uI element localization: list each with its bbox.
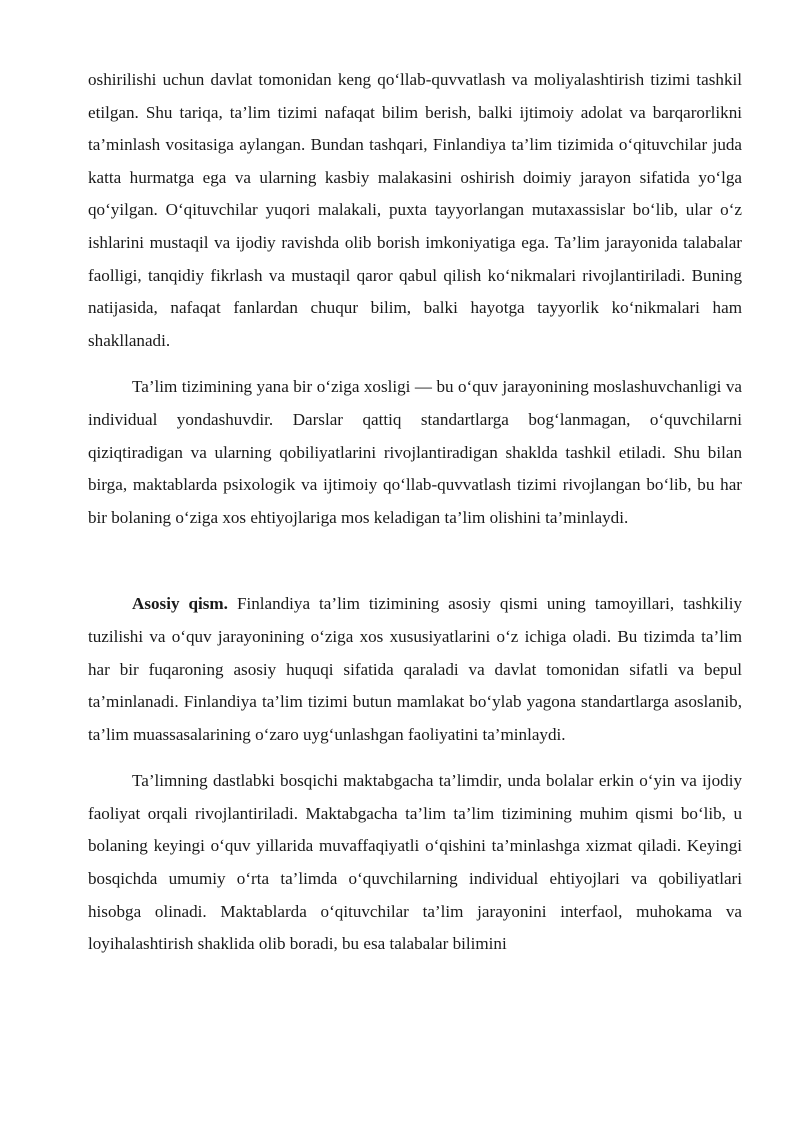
paragraph-flexibility: Ta’lim tizimining yana bir o‘ziga xosligi — bu o‘quv jarayonining moslashuvchanligi va individual yondashuvdir. Darslar qattiq standartlarga bog‘lanmagan, o‘quvchilarni qiziqtiradigan va ularning qobiliyatlarini rivojlantiradigan shaklda tashkil etiladi. Shu bilan birga, maktablarda psixologik va ijtimoiy qo‘llab-quvvatlash tizimi rivojlangan bo‘lib, bu har bir bolaning o‘ziga xos ehtiyojlariga mos keladigan ta’lim olishini ta’minlaydi. (88, 377, 742, 527)
paragraph-continuation: oshirilishi uchun davlat tomonidan keng qo‘llab-quvvatlash va moliyalashtirish tizimi tashkil etilgan. Shu tariqa, ta’lim tizimi nafaqat bilim berish, balki ijtimoiy adolat va barqarorlikni ta’minlash vositasiga aylangan. Bundan tashqari, Finlandiya ta’lim tizimida o‘qituvchilar juda katta hurmatga ega va ularning kasbiy malakasini oshirish doimiy jarayon sifatida yo‘lga qo‘yilgan. O‘qituvchilar yuqori malakali, puxta tayyorlangan mutaxassislar bo‘lib, ular o‘z ishlarini mustaqil va ijodiy ravishda olib borish imkoniyatiga ega. Ta’lim jarayonida talabalar faolligi, tanqidiy fikrlash va mustaqil qaror qabul qilish ko‘nikmalari rivojlantiriladi. Buning natijasida, nafaqat fanlardan chuqur bilim, balki hayotga tayyorlik ko‘nikmalari ham shakllanadi. (88, 70, 742, 350)
paragraph-spacer (88, 751, 742, 765)
paragraph-main-part-text: Finlandiya ta’lim tizimining asosiy qismi uning tamoyillari, tashkiliy tuzilishi va o‘quv jarayonining o‘ziga xos xususiyatlarini o‘z ichiga oladi. Bu tizimda ta’lim har bir fuqaroning asosiy huquqi sifatida qaraladi va davlat tomonidan sifatli va bepul ta’minlanadi. Finlandiya ta’lim tizimi butun mamlakat bo‘ylab yagona standartlarga asoslanib, ta’lim muassasalarining o‘zaro uyg‘unlashgan faoliyatini ta’minlaydi. (88, 594, 742, 744)
section-spacer (88, 534, 742, 588)
paragraph-preschool: Ta’limning dastlabki bosqichi maktabgacha ta’limdir, unda bolalar erkin o‘yin va ijodiy faoliyat orqali rivojlantiriladi. Maktabgacha ta’lim ta’lim tizimining muhim qismi bo‘lib, u bolaning keyingi o‘quv yillarida muvaffaqiyatli o‘qishini ta’minlashga xizmat qiladi. Keyingi bosqichda umumiy o‘rta ta’limda o‘quvchilarning individual ehtiyojlari va qobiliyatlari hisobga olinadi. Maktablarda o‘qituvchilar ta’lim jarayonini interfaol, muhokama va loyihalashtirish shaklida olib boradi, bu esa talabalar bilimini (88, 771, 742, 954)
paragraph-spacer (88, 357, 742, 371)
section-heading: Asosiy qism. (132, 594, 228, 614)
document-page (88, 64, 742, 961)
paragraph-main-part (88, 588, 742, 751)
